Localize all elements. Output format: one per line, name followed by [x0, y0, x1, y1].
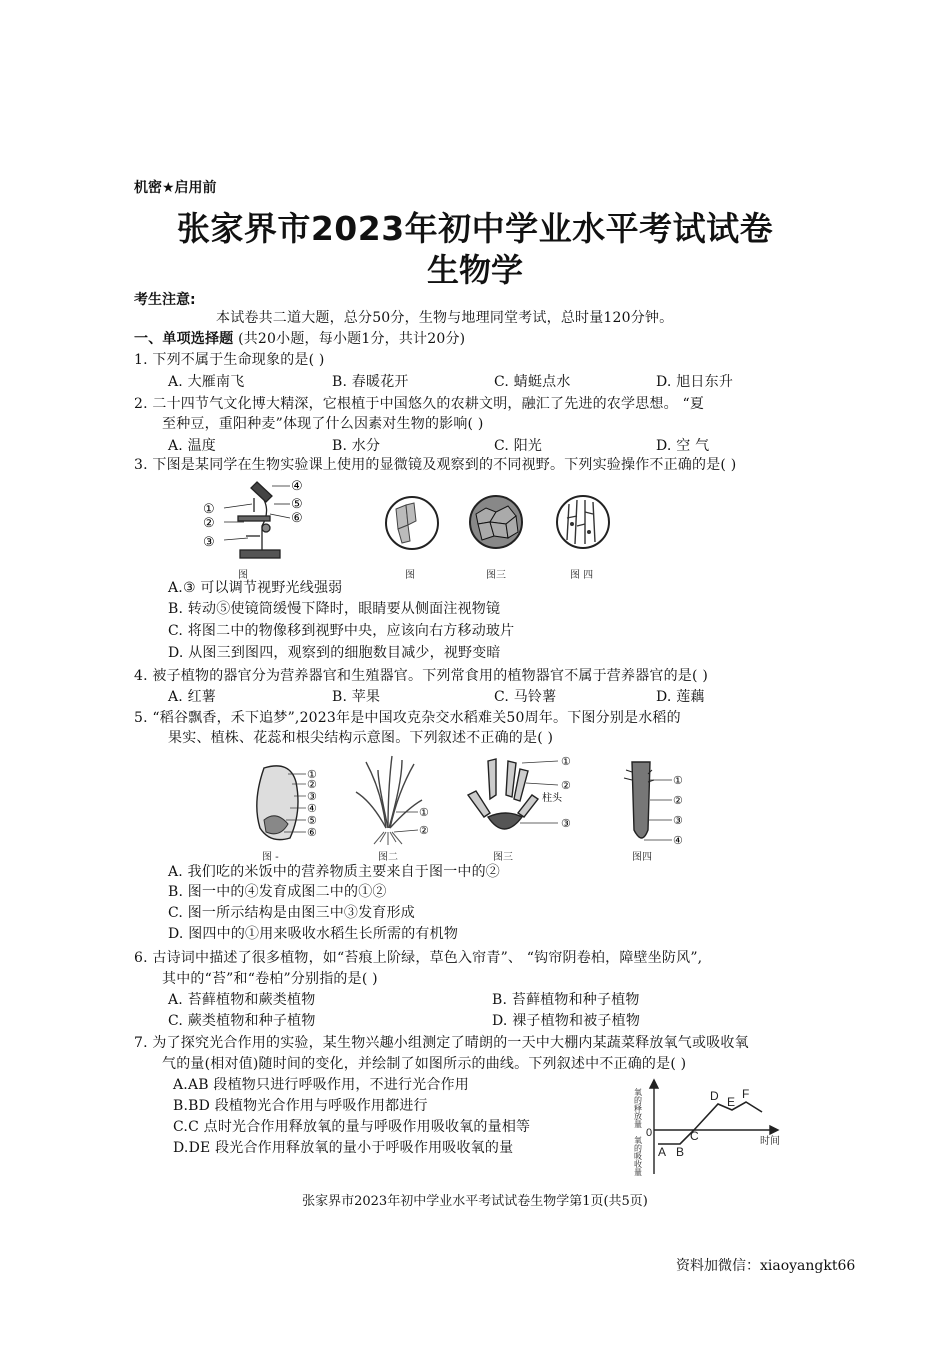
- q7-graph-point-c: C: [690, 1129, 699, 1143]
- microscope-figure: [200, 476, 310, 566]
- q6-stem-line1: 6. 古诗词中描述了很多植物，如“苔痕上阶绿，草色入帘青”、 “钩帘阴卷柏，障壁坐防风”,: [134, 950, 703, 966]
- notice-body: 本试卷共二道大题，总分50分，生物与地理同堂考试，总时量120分钟。: [216, 310, 674, 326]
- secret-label: 机密★启用前: [134, 180, 217, 196]
- q7-graph-point-a: A: [658, 1145, 667, 1159]
- exam-subject: 生物学: [426, 251, 523, 289]
- q4-option-c: C. 马铃薯: [494, 689, 557, 705]
- q4-stem: 4. 被子植物的器官分为营养器官和生殖器官。下列常食用的植物器官不属于营养器官的是( ): [134, 668, 708, 684]
- q5-fig2-caption: 图二: [378, 852, 398, 863]
- q7-option-a: A.AB 段植物只进行呼吸作用，不进行光合作用: [173, 1077, 470, 1093]
- q4-option-b: B. 苹果: [332, 689, 381, 705]
- q3-option-d: D. 从图三到图四，观察到的细胞数目减少，视野变暗: [168, 645, 501, 661]
- q1-stem: 1. 下列不属于生命现象的是( ): [134, 352, 325, 368]
- q3-fig1-caption: 图: [238, 570, 248, 581]
- q7-graph-x-label: 时间: [760, 1136, 780, 1147]
- section1-desc: (共20小题，每小题1分，共计20分): [238, 331, 466, 347]
- plant-label-1: ①: [419, 806, 429, 819]
- flower-label-2: ②: [561, 779, 571, 792]
- q5-fig3-caption: 图三: [493, 852, 513, 863]
- microscope-label-1: ①: [203, 502, 215, 517]
- q7-graph-point-e: E: [727, 1095, 736, 1109]
- grain-label-6: ⑥: [307, 826, 317, 839]
- q1-option-a: A. 大雁南飞: [168, 374, 245, 390]
- q5-stem-line1: 5. “稻谷飘香，禾下追梦”,2023年是中国攻克杂交水稻难关50周年。下图分别是水稻的: [134, 710, 681, 726]
- q3-fig3-caption: 图三: [486, 570, 506, 581]
- microscope-view-3: [468, 494, 524, 550]
- q5-stem-line2: 果实、植株、花蕊和根尖结构示意图。下列叙述不正确的是( ): [168, 730, 554, 746]
- flower-label-3: ③: [561, 817, 571, 830]
- q6-option-a: A. 苔藓植物和蕨类植物: [168, 992, 316, 1008]
- q7-stem-line2: 气的量(相对值)随时间的变化，并绘制了如图所示的曲线。下列叙述中不正确的是( ): [162, 1056, 687, 1072]
- page-footer: 张家界市2023年初中学业水平考试试卷生物学第1页(共5页): [302, 1194, 648, 1209]
- q3-stem: 3. 下图是某同学在生物实验课上使用的显微镜及观察到的不同视野。下列实验操作不正确的是( ): [134, 457, 737, 473]
- q3-option-c: C. 将图二中的物像移到视野中央，应该向右方移动玻片: [168, 623, 515, 639]
- q1-option-b: B. 春暖花开: [332, 374, 409, 390]
- plant-label-2: ②: [419, 824, 429, 837]
- q2-option-b: B. 水分: [332, 438, 381, 454]
- q2-option-c: C. 阳光: [494, 438, 543, 454]
- q3-option-a: A.③ 可以调节视野光线强弱: [168, 580, 343, 596]
- flower-label-1: ①: [561, 755, 571, 768]
- rice-grain-figure: [250, 762, 325, 844]
- q7-option-b: B.BD 段植物光合作用与呼吸作用都进行: [173, 1098, 428, 1114]
- section1-heading: [134, 331, 465, 347]
- q7-stem-line1: 7. 为了探究光合作用的实验，某生物兴趣小组测定了晴朗的一天中大棚内某蔬菜释放氧气或吸收氧: [134, 1035, 749, 1051]
- rice-plant-figure: [352, 752, 438, 846]
- root-label-1: ①: [673, 774, 683, 787]
- contact-note: 资料加微信：xiaoyangkt66: [676, 1258, 856, 1274]
- q2-option-a: A. 温度: [168, 438, 217, 454]
- q5-option-d: D. 图四中的①用来吸收水稻生长所需的有机物: [168, 926, 459, 942]
- root-label-3: ③: [673, 814, 683, 827]
- q7-graph-point-f: F: [742, 1087, 750, 1101]
- q7-oxygen-graph: [628, 1078, 788, 1176]
- q5-option-b: B. 图一中的④发育成图二中的①②: [168, 884, 387, 900]
- grain-label-4: ④: [307, 802, 317, 815]
- q3-option-b: B. 转动⑤使镜筒缓慢下降时，眼睛要从侧面注视物镜: [168, 601, 501, 617]
- q6-stem-line2: 其中的“苔”和“卷柏”分别指的是( ): [162, 971, 378, 987]
- q4-option-d: D. 莲藕: [656, 689, 705, 705]
- microscope-label-6: ⑥: [291, 511, 303, 526]
- q5-fig4-caption: 图四: [632, 852, 652, 863]
- microscope-label-4: ④: [291, 479, 303, 494]
- q7-graph-point-b: B: [676, 1145, 685, 1159]
- q1-option-d: D. 旭日东升: [656, 374, 734, 390]
- flower-stigma-label: 柱头: [542, 793, 562, 804]
- q7-graph-y-down-label: 氧的吸收量: [633, 1136, 643, 1176]
- rice-flower-figure: [462, 755, 580, 845]
- q5-fig1-caption: 图 -: [262, 852, 279, 863]
- q4-option-a: A. 红薯: [168, 689, 217, 705]
- grain-label-3: ③: [307, 790, 317, 803]
- microscope-label-5: ⑤: [291, 497, 303, 512]
- grain-label-1: ①: [307, 768, 317, 781]
- section1-title: 一、单项选择题: [134, 331, 234, 347]
- exam-title: 张家界市2023年初中学业水平考试试卷: [176, 209, 774, 248]
- q7-graph-point-d: D: [710, 1089, 719, 1103]
- microscope-view-2: [384, 495, 440, 551]
- grain-label-5: ⑤: [307, 814, 317, 827]
- root-tip-figure: [620, 760, 690, 848]
- q6-option-d: D. 裸子植物和被子植物: [492, 1013, 641, 1029]
- microscope-view-4: [555, 494, 611, 550]
- q7-option-c: C.C 点时光合作用释放氧的量与呼吸作用吸收氧的量相等: [173, 1119, 531, 1135]
- q6-option-c: C. 蕨类植物和种子植物: [168, 1013, 316, 1029]
- microscope-label-3: ③: [203, 535, 215, 550]
- microscope-label-2: ②: [203, 516, 215, 531]
- q2-option-d: D. 空 气: [656, 438, 710, 454]
- notice-heading: 考生注意:: [134, 292, 196, 308]
- q7-option-d: D.DE 段光合作用释放氧的量小于呼吸作用吸收氧的量: [173, 1140, 514, 1156]
- q7-graph-zero: 0: [646, 1127, 653, 1139]
- q2-stem-line2: 至种豆，重阳种麦”体现了什么因素对生物的影响( ): [162, 416, 484, 432]
- q7-graph-y-up-label: 氧的释放量: [633, 1088, 643, 1128]
- root-label-4: ④: [673, 834, 683, 847]
- q2-stem-line1: 2. 二十四节气文化博大精深，它根植于中国悠久的农耕文明，融汇了先进的农学思想。 “夏: [134, 396, 705, 412]
- root-label-2: ②: [673, 794, 683, 807]
- q5-option-c: C. 图一所示结构是由图三中③发育形成: [168, 905, 415, 921]
- grain-label-2: ②: [307, 778, 317, 791]
- q6-option-b: B. 苔藓植物和种子植物: [492, 992, 640, 1008]
- q1-option-c: C. 蜻蜓点水: [494, 374, 571, 390]
- q3-fig2-caption: 图: [405, 570, 415, 581]
- q3-fig4-caption: 图 四: [570, 570, 594, 581]
- q5-option-a: A. 我们吃的米饭中的营养物质主要来自于图一中的②: [168, 864, 501, 880]
